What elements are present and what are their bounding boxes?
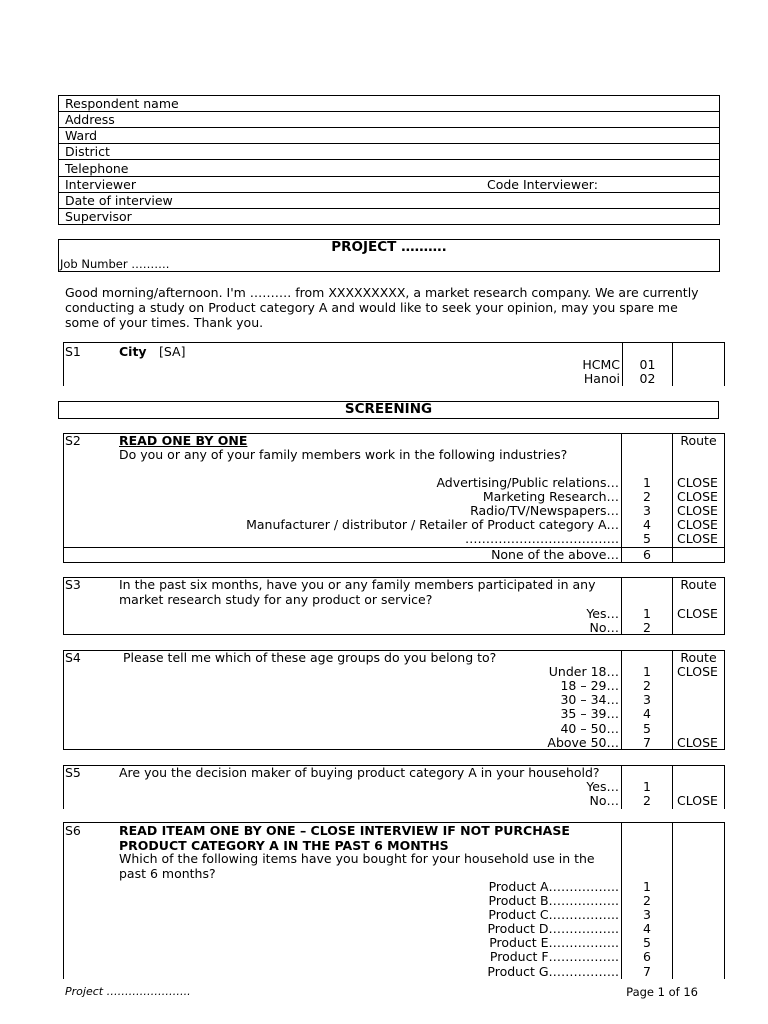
s6-option-label: Product B…………….. (488, 893, 619, 908)
s2-none-code[interactable]: 6 (643, 547, 651, 562)
s2-option-route: CLOSE (677, 503, 718, 518)
project-title: PROJECT ………. (331, 239, 447, 255)
s2-option-label: Marketing Research… (482, 489, 619, 504)
s6-option-code[interactable]: 7 (643, 964, 651, 979)
s1-question: City (119, 344, 147, 359)
screening-title: SCREENING (344, 401, 433, 417)
s5-option-label: Yes… (586, 779, 619, 794)
s3-option-code[interactable]: 2 (643, 620, 651, 635)
ward-field[interactable]: Ward (65, 128, 98, 143)
s6-question: Which of the following items have you bought for your household use in the past 6 months? (119, 851, 595, 881)
s6-option-label: Product C…………….. (488, 907, 619, 922)
s6-option-code[interactable]: 4 (643, 921, 651, 936)
s6-option-code[interactable]: 6 (643, 949, 651, 964)
code-interviewer-field[interactable]: Code Interviewer: (487, 177, 598, 192)
s2-option-code[interactable]: 3 (643, 503, 651, 518)
s4-question: Please tell me which of these age groups do you belong to? (123, 650, 497, 665)
s6-option-label: Product F…………….. (489, 949, 619, 964)
s1-option-code[interactable]: 01 (639, 357, 656, 372)
s2-none-label: None of the above… (491, 547, 619, 562)
interviewer-field[interactable]: Interviewer (65, 177, 136, 192)
s4-option-route: CLOSE (677, 664, 718, 679)
s1-code: S1 (65, 344, 81, 359)
s6-option-label: Product G…………….. (487, 964, 619, 979)
date-of-interview-field[interactable]: Date of interview (65, 193, 173, 208)
s5-option-code[interactable]: 2 (643, 793, 651, 808)
s1-tag: [SA] (159, 344, 186, 359)
s6-option-label: Product D…………….. (487, 921, 619, 936)
s2-option-route: CLOSE (677, 517, 718, 532)
s1-option-label: Hanoi (583, 371, 620, 386)
s3-route-header: Route (680, 577, 717, 592)
s6-option-label: Product A…………….. (488, 879, 619, 894)
s6-option-code[interactable]: 3 (643, 907, 651, 922)
s4-route-header: Route (680, 650, 717, 665)
s4-option-code[interactable]: 3 (643, 692, 651, 707)
s1-option-label: HCMC (582, 357, 620, 372)
s2-question: Do you or any of your family members work in the following industries? (119, 447, 568, 462)
s2-instruction: READ ONE BY ONE (119, 433, 248, 448)
respondent-name-field[interactable]: Respondent name (65, 96, 179, 111)
footer-project: Project ………………….. (65, 985, 191, 998)
s6-code: S6 (65, 823, 81, 838)
s2-option-label: ………………………………. (465, 531, 619, 546)
s4-option-label: Under 18… (548, 664, 619, 679)
s4-option-code[interactable]: 2 (643, 678, 651, 693)
s2-option-route: CLOSE (677, 475, 718, 490)
s2-route-header: Route (680, 433, 717, 448)
intro-paragraph: Good morning/afternoon. I'm ………. from XXXXXXXXX, a market research company. We are currently conducting a study on Product category A and would like to seek your opinion, may you spare me some of your times. Thank you. (65, 285, 699, 330)
s2-option-code[interactable]: 2 (643, 489, 651, 504)
s4-option-label: 35 – 39… (560, 706, 619, 721)
s4-option-label: Above 50… (547, 735, 619, 750)
s2-option-label: Manufacturer / distributor / Retailer of Product category A… (246, 517, 619, 532)
s6-instruction: READ ITEAM ONE BY ONE – CLOSE INTERVIEW IF NOT PURCHASE PRODUCT CATEGORY A IN THE PAST 6 MONTHS (119, 823, 570, 853)
s4-option-label: 18 – 29… (560, 678, 619, 693)
s3-question: In the past six months, have you or any family members participated in any market research study for any product or service? (119, 577, 596, 607)
s2-code: S2 (65, 433, 81, 448)
supervisor-field[interactable]: Supervisor (65, 209, 132, 224)
s4-option-label: 40 – 50… (560, 721, 619, 736)
s1-option-code[interactable]: 02 (639, 371, 656, 386)
s2-option-route: CLOSE (677, 489, 718, 504)
s3-code: S3 (65, 577, 81, 592)
s6-option-code[interactable]: 5 (643, 935, 651, 950)
s3-option-route: CLOSE (677, 606, 718, 621)
s2-option-code[interactable]: 1 (643, 475, 651, 490)
s5-option-code[interactable]: 1 (643, 779, 651, 794)
s4-option-code[interactable]: 5 (643, 721, 651, 736)
district-field[interactable]: District (65, 144, 110, 159)
s6-option-code[interactable]: 2 (643, 893, 651, 908)
s5-question: Are you the decision maker of buying product category A in your household? (119, 765, 600, 780)
s2-option-label: Advertising/Public relations… (436, 475, 619, 490)
s2-option-route: CLOSE (677, 531, 718, 546)
footer-page-number: Page 1 of 16 (626, 985, 698, 999)
s5-code: S5 (65, 765, 81, 780)
s3-option-label: No… (589, 620, 619, 635)
s6-option-code[interactable]: 1 (643, 879, 651, 894)
s2-option-code[interactable]: 4 (643, 517, 651, 532)
s4-option-route: CLOSE (677, 735, 718, 750)
s2-option-code[interactable]: 5 (643, 531, 651, 546)
s2-option-label: Radio/TV/Newspapers… (470, 503, 619, 518)
s4-option-code[interactable]: 1 (643, 664, 651, 679)
job-number: Job Number ………. (60, 257, 170, 271)
s4-option-code[interactable]: 4 (643, 706, 651, 721)
s3-option-label: Yes… (586, 606, 619, 621)
s6-option-label: Product E…………….. (489, 935, 619, 950)
address-field[interactable]: Address (65, 112, 115, 127)
s4-option-code[interactable]: 7 (643, 735, 651, 750)
s5-option-route: CLOSE (677, 793, 718, 808)
s3-option-code[interactable]: 1 (643, 606, 651, 621)
s4-option-label: 30 – 34… (560, 692, 619, 707)
telephone-field[interactable]: Telephone (65, 161, 129, 176)
s5-option-label: No… (589, 793, 619, 808)
s4-code: S4 (65, 650, 81, 665)
